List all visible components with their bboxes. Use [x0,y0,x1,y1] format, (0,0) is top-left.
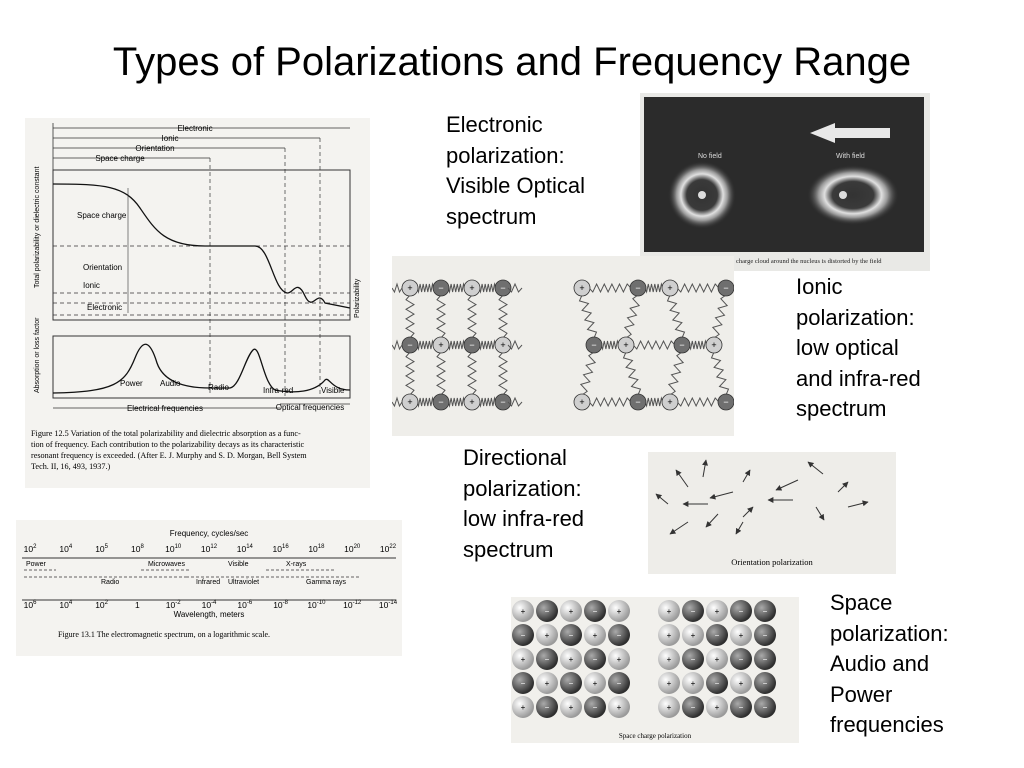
charge-sign: − [592,607,598,616]
dipole-arrow [703,460,706,477]
figure-caption-line: resonant frequency is exceeded. (After E. J. Murphy and S. D. Morgan, Bell System [31,451,307,460]
charge-sign: + [592,679,598,688]
range-electronic-label: Electronic [177,124,213,133]
peak-label-radio: Radio [208,383,229,392]
spring [677,284,719,292]
curve-label-space-charge: Space charge [77,211,127,220]
caption-line: low infra-red [463,506,585,531]
peak-label-visible: Visible [321,386,345,395]
dipole-arrow [838,482,848,492]
charge-sign: + [579,283,585,293]
spring [417,341,434,349]
band-visible: Visible [228,561,249,568]
charge-sign: − [762,607,768,616]
spring [448,284,465,292]
wavelength-tick-label: $10^{-12}$ [343,600,362,610]
dipole-arrow [656,494,668,504]
electronic-polarization-photo [640,93,930,271]
charge-sign: − [591,340,597,350]
peak-label-power: Power [120,379,143,388]
spring [448,398,465,406]
frequency-tick-label: $10^{22}$ [379,544,397,554]
spring [589,398,631,406]
spring [406,352,414,395]
charge-sign: − [738,703,744,712]
figure-12-5-polarizability [25,118,370,488]
charge-sign: − [738,655,744,664]
space-charge-polarization-figure [511,597,799,743]
band-radio: Radio [101,579,120,586]
frequency-tick-label: $10^{20}$ [344,544,361,554]
charge-sign: − [544,703,550,712]
wavelength-tick-label: $10^4$ [59,600,73,610]
spring [669,352,683,395]
frequency-tick-label: $10^{16}$ [272,544,289,554]
charge-sign: + [667,397,673,407]
charge-sign: + [407,397,413,407]
frequency-tick-label: $10^{18}$ [308,544,325,554]
charge-sign: − [690,607,696,616]
charge-sign: − [544,607,550,616]
charge-sign: − [438,397,444,407]
charge-sign: + [623,340,629,350]
orientation-polarization-figure [648,452,896,574]
charge-sign: + [568,607,574,616]
wavelength-tick-label: $10^6$ [23,600,37,610]
label-no-field: No field [698,153,722,160]
charge-sign: + [667,283,673,293]
band-microwaves: Microwaves [148,561,185,568]
charge-sign: + [690,679,696,688]
spring [468,295,476,338]
charge-sign: − [407,340,413,350]
caption-line: spectrum [446,203,537,229]
spring [479,398,496,406]
frequency-tick-label: $10^2$ [23,544,37,554]
band-gamma: Gamma rays [306,579,347,586]
charge-sign: + [544,631,550,640]
charge-sign: − [592,655,598,664]
frequency-tick-label: $10^5$ [95,544,109,554]
caption-electronic [446,110,585,232]
spring [392,398,402,406]
dipole-arrow [743,470,750,482]
nucleus [698,191,706,199]
charge-sign: − [738,607,744,616]
caption-line: polarization: [446,142,565,168]
charge-sign: + [568,703,574,712]
charge-sign: + [579,397,585,407]
spring [499,295,507,338]
figure-caption: Orientation polarization [731,557,813,567]
charge-sign: − [592,703,598,712]
curve-label-orientation: Orientation [83,263,123,272]
photo-caption: charge cloud around the nucleus is distorted by the field [736,258,882,265]
caption-line: frequencies [830,712,944,737]
charge-sign: − [762,679,768,688]
charge-sign: + [592,631,598,640]
charge-sign: + [407,283,413,293]
dipole-arrow [776,480,798,490]
dipole-arrow [808,462,823,474]
wavelength-tick-label: $10^{-6}$ [237,600,253,610]
figure-caption-line: tion of frequency. Each contribution to the polarizability decays as its characteristic [31,440,305,449]
wavelength-axis-label: Wavelength, meters [173,610,245,619]
frequency-axis-label: Frequency, cycles/sec [169,529,249,538]
caption-line: polarization: [830,620,949,646]
caption-line: Space [830,590,893,615]
caption-line: spectrum [463,536,554,562]
caption-line: Directional [463,445,567,470]
charge-sign: + [666,679,672,688]
frequency-tick-label: $10^{12}$ [200,544,218,554]
ionic-polarization-lattice [392,256,734,436]
spring [479,284,496,292]
charge-sign: + [520,655,526,664]
y-axis-label-polarizability: Polarizability [354,278,361,318]
caption-line: Audio and [830,651,930,676]
charge-sign: − [635,283,641,293]
dipole-arrow [816,507,824,520]
spring [712,352,729,395]
charge-sign: − [714,631,720,640]
caption-directional [463,443,584,565]
spring [580,295,597,338]
wavelength-tick-label: $10^{-2}$ [165,600,181,610]
caption-line: and infra-red [796,365,921,391]
charge-sign: + [469,283,475,293]
dipole-arrow [670,522,688,534]
figure-caption-line: Tech. II, 16, 493, 1937.) [31,462,111,471]
wavelength-tick-label: $10^{-4}$ [201,600,217,610]
figure-13-1-spectrum [16,520,402,656]
charge-sign: + [616,703,622,712]
figure-caption: Figure 13.1 The electromagnetic spectrum, on a logarithmic scale. [58,630,271,639]
figure-caption-line: Figure 12.5 Variation of the total polarizability and dielectric absorption as a func- [31,429,301,438]
wavelength-tick-label: $10^{-8}$ [273,600,289,610]
spring [479,341,496,349]
charge-sign: − [568,679,574,688]
band-xrays: X-rays [286,561,307,568]
wavelength-tick-label: 1 [135,600,140,610]
charge-sign: + [738,679,744,688]
charge-sign: − [520,679,526,688]
charge-sign: − [500,397,506,407]
spring [417,284,434,292]
charge-sign: − [469,340,475,350]
charge-sign: − [762,655,768,664]
caption-ionic [796,272,921,425]
charge-sign: + [666,631,672,640]
charge-sign: − [723,283,729,293]
dipole-arrow [706,514,718,527]
charge-sign: + [616,607,622,616]
caption-line: low optical [796,335,899,360]
spring [668,295,685,338]
charge-sign: − [616,679,622,688]
charge-sign: + [500,340,506,350]
charge-sign: + [690,631,696,640]
spring [448,341,465,349]
charge-sign: − [544,655,550,664]
peak-label-infrared: Infra-red [263,386,294,395]
spring [437,295,445,338]
range-ionic-label: Ionic [161,134,179,143]
charge-sign: + [520,703,526,712]
frequency-tick-label: $10^4$ [59,544,73,554]
range-space-charge-label: Space charge [95,154,145,163]
curve-label-ionic: Ionic [83,281,100,290]
spring [645,284,663,292]
slide-title: Types of Polarizations and Frequency Range [112,40,912,84]
spring [689,341,707,349]
charge-sign: + [714,703,720,712]
spring [601,341,619,349]
band-ultraviolet: Ultraviolet [228,579,260,586]
charge-sign: + [469,397,475,407]
charge-sign: + [711,340,717,350]
peak-label-audio: Audio [160,379,181,388]
charge-sign: + [520,607,526,616]
spring [392,284,402,292]
charge-sign: − [438,283,444,293]
charge-sign: + [544,679,550,688]
dipole-arrow [676,470,688,487]
spring [713,295,727,338]
charge-sign: − [714,679,720,688]
charge-sign: − [679,340,685,350]
wavelength-tick-label: $10^2$ [95,600,109,610]
charge-sign: + [616,655,622,664]
spring [392,341,402,349]
caption-line: polarization: [463,475,582,501]
caption-line: polarization: [796,304,915,330]
caption-line: Power [830,681,893,707]
range-electrical-label: Electrical frequencies [126,404,204,413]
spring [499,352,507,395]
dipole-arrow [736,522,743,534]
spring [581,352,595,395]
curve-label-electronic: Electronic [87,303,123,312]
range-optical-label: Optical frequencies [275,403,345,412]
figure-caption: Space charge polarization [618,732,692,740]
wavelength-tick-label: $10^{-10}$ [307,600,326,610]
dipole-arrow [743,507,753,517]
charge-sign: + [438,340,444,350]
charge-sign: + [666,703,672,712]
spring [406,295,414,338]
charge-sign: + [568,655,574,664]
charge-sign: − [616,631,622,640]
spring [624,352,641,395]
y-axis-label-total: Total polarizability or dielectric constant [34,166,41,288]
charge-sign: − [500,283,506,293]
range-orientation-label: Orientation [135,144,175,153]
nucleus [839,191,847,199]
spring [468,352,476,395]
charge-sign: + [714,607,720,616]
spring [677,398,719,406]
electron-cloud-with-field [807,165,899,225]
charge-sign: − [762,631,768,640]
caption-line: Visible Optical [446,173,585,198]
spring [417,398,434,406]
charge-sign: − [690,655,696,664]
charge-sign: − [723,397,729,407]
y-axis-label-absorption: Absorption or loss factor [34,317,41,393]
charge-sign: − [635,397,641,407]
band-power: Power [26,561,46,568]
band-infrared: Infrared [196,579,221,586]
caption-line: spectrum [796,396,887,421]
spring [633,341,675,349]
spring [645,398,663,406]
charge-sign: − [762,703,768,712]
charge-sign: − [520,631,526,640]
charge-sign: + [738,631,744,640]
frequency-tick-label: $10^8$ [130,544,144,554]
spring [437,352,445,395]
caption-line: Electronic [446,112,543,137]
charge-sign: + [714,655,720,664]
dipole-arrow [848,502,868,507]
charge-sign: − [568,631,574,640]
dipole-arrow [710,492,733,498]
frequency-tick-label: $10^{10}$ [165,544,182,554]
caption-line: Ionic [796,274,843,299]
spring [625,295,639,338]
caption-space [830,588,949,741]
charge-sign: + [666,655,672,664]
label-with-field: With field [836,153,865,160]
charge-sign: + [666,607,672,616]
spring [589,284,631,292]
wavelength-tick-label: $10^{-14}$ [378,600,398,610]
charge-sign: − [690,703,696,712]
frequency-tick-label: $10^{14}$ [236,544,253,554]
